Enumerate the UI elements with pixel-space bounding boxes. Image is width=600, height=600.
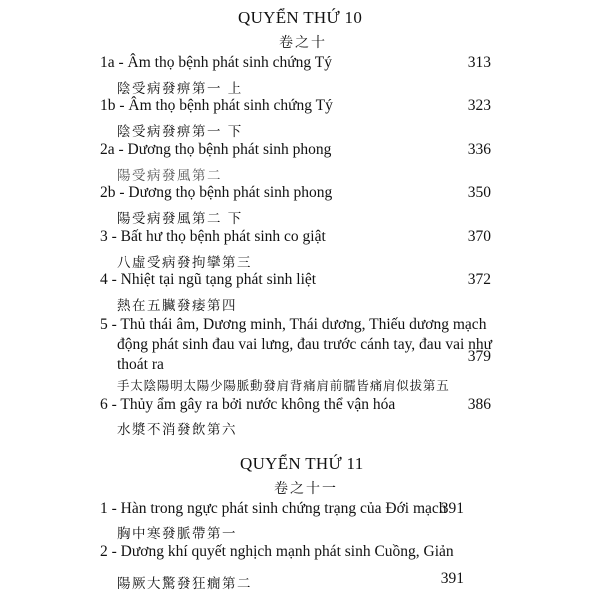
toc-entry-title[interactable]: 2a - Dương thọ bệnh phát sinh phong (100, 141, 332, 158)
volume-10-subtitle: 卷之十 (279, 35, 327, 51)
toc-entry-title[interactable]: 4 - Nhiệt tại ngũ tạng phát sinh liệt (100, 271, 317, 288)
toc-entry-chinese: 陽厥大驚發狂癇第二 (117, 576, 252, 592)
toc-entry-page: 313 (467, 54, 491, 71)
toc-entry-title[interactable]: 1 - Hàn trong ngực phát sinh chứng trạng của Đới mạch (100, 500, 447, 517)
toc-entry-title[interactable]: 3 - Bất hư thọ bệnh phát sinh co giật (100, 228, 326, 245)
toc-entry-page: 372 (467, 271, 491, 288)
toc-entry-page: 323 (467, 97, 491, 114)
toc-entry-title[interactable]: 5 - Thủ thái âm, Dương minh, Thái dương, Thiếu dương mạch (100, 316, 487, 333)
volume-10-title: QUYỂN THỨ 10 (238, 8, 363, 27)
toc-entry-chinese: 陰受病發痹第一 上 (117, 81, 243, 97)
toc-entry-title-continued[interactable]: thoát ra (117, 356, 164, 373)
toc-entry-chinese: 陽受病發風第二 下 (117, 211, 243, 227)
toc-entry-page: 391 (440, 500, 464, 517)
toc-entry-chinese: 八虛受病發拘攣第三 (117, 255, 252, 271)
toc-entry-chinese: 陰受病發痹第一 下 (117, 124, 243, 140)
toc-entry-title[interactable]: 2b - Dương thọ bệnh phát sinh phong (100, 184, 333, 201)
volume-11-subtitle: 卷之十一 (274, 481, 338, 497)
toc-entry-title[interactable]: 2 - Dương khí quyết nghịch mạnh phát sinh Cuồng, Giản (100, 543, 454, 560)
toc-entry-page: 391 (440, 570, 464, 587)
toc-entry-page: 386 (467, 396, 491, 413)
toc-entry-page: 379 (467, 348, 491, 365)
toc-entry-title-continued[interactable]: động phát sinh đau vai lưng, đau trước cánh tay, đau vai như (117, 336, 493, 353)
toc-entry-page: 350 (467, 184, 491, 201)
volume-11-title: QUYỂN THỨ 11 (240, 454, 364, 473)
toc-entry-chinese: 胸中寒發脈帶第一 (117, 526, 237, 542)
toc-entry-page: 370 (467, 228, 491, 245)
toc-entry-chinese: 陽受病發風第二 (117, 168, 222, 184)
toc-entry-title[interactable]: 1a - Âm thọ bệnh phát sinh chứng Tý (100, 54, 332, 71)
toc-entry-title[interactable]: 1b - Âm thọ bệnh phát sinh chứng Tý (100, 97, 333, 114)
toc-entry-chinese: 熱在五臟發痿第四 (117, 298, 237, 314)
toc-entry-chinese: 手太陰陽明太陽少陽脈動發肩背痛肩前臑皆痛肩似拔第五 (117, 378, 450, 393)
toc-entry-chinese: 水漿不消發飲第六 (117, 422, 237, 438)
toc-entry-title[interactable]: 6 - Thủy ẩm gây ra bởi nước không thể vận hóa (100, 396, 396, 413)
toc-entry-page: 336 (467, 141, 491, 158)
